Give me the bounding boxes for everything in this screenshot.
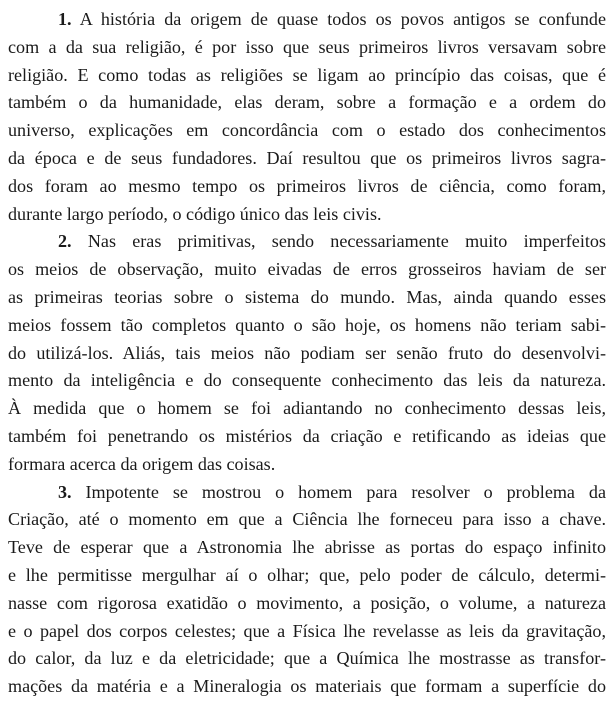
text-line: e lhe permitisse mergulhar aí o olhar; que, pelo poder de cálculo, determi- [8, 564, 606, 585]
text-line: durante largo período, o código único das leis civis. [8, 203, 382, 224]
text-line: também foi penetrando os mistérios da criação e retificando as ideias que [8, 425, 606, 446]
text-line: do utilizá-los. Aliás, tais meios não podiam ser senão fruto do desenvolvi- [8, 342, 606, 363]
text-line: do calor, da luz e da eletricidade; que a Química lhe mostrasse as transfor- [8, 648, 606, 669]
text-line: Teve de esperar que a Astronomia lhe abrisse as portas do espaço infinito [8, 537, 606, 558]
document-page [8, 6, 606, 701]
paragraph-number: 3. [58, 481, 72, 502]
text-line: meios fossem tão completos quanto o são hoje, os homens não teriam sabi- [8, 314, 606, 335]
text-line: mações da matéria e a Mineralogia os materiais que formam a superfície do [8, 676, 606, 697]
text-line: com a da sua religião, é por isso que seus primeiros livros versavam sobre [8, 36, 606, 57]
text-line: Impotente se mostrou o homem para resolver o problema da [85, 481, 606, 502]
text-line: Nas eras primitivas, sendo necessariamente muito imperfeitos [87, 231, 606, 252]
paragraph-3 [8, 479, 606, 701]
text-line: as primeiras teorias sobre o sistema do mundo. Mas, ainda quando esses [8, 286, 606, 307]
text-line: e o papel dos corpos celestes; que a Física lhe revelasse as leis da gravitação, [8, 620, 606, 641]
text-line: dos foram ao mesmo tempo os primeiros livros de ciência, como foram, [8, 175, 606, 196]
text-line: À medida que o homem se foi adiantando no conhecimento dessas leis, [8, 398, 606, 419]
text-line: os meios de observação, muito eivadas de erros grosseiros haviam de ser [8, 259, 606, 280]
text-line: religião. E como todas as religiões se ligam ao princípio das coisas, que é [8, 64, 606, 85]
text-line: formara acerca da origem das coisas. [8, 453, 276, 474]
paragraph-2 [8, 228, 606, 478]
paragraph-first-line [8, 6, 606, 34]
paragraph-number: 1. [58, 9, 72, 29]
text-line: A história da origem de quase todos os povos antigos se confunde [79, 9, 606, 29]
paragraph-1 [8, 6, 606, 228]
text-line: nasse com rigorosa exatidão o movimento, a posição, o volume, a natureza [8, 592, 606, 613]
paragraph-first-line [8, 479, 606, 507]
paragraph-first-line [8, 228, 606, 256]
text-line: universo, explicações em concordância com o estado dos conhecimentos [8, 120, 606, 141]
paragraph-number: 2. [58, 231, 72, 252]
text-line: mento da inteligência e do consequente conhecimento das leis da natureza. [8, 370, 606, 391]
text-line: Criação, até o momento em que a Ciência lhe forneceu para isso a chave. [8, 509, 606, 530]
text-line: da época e de seus fundadores. Daí resultou que os primeiros livros sagra- [8, 147, 606, 168]
text-line: também o da humanidade, elas deram, sobre a formação e a ordem do [8, 92, 606, 113]
